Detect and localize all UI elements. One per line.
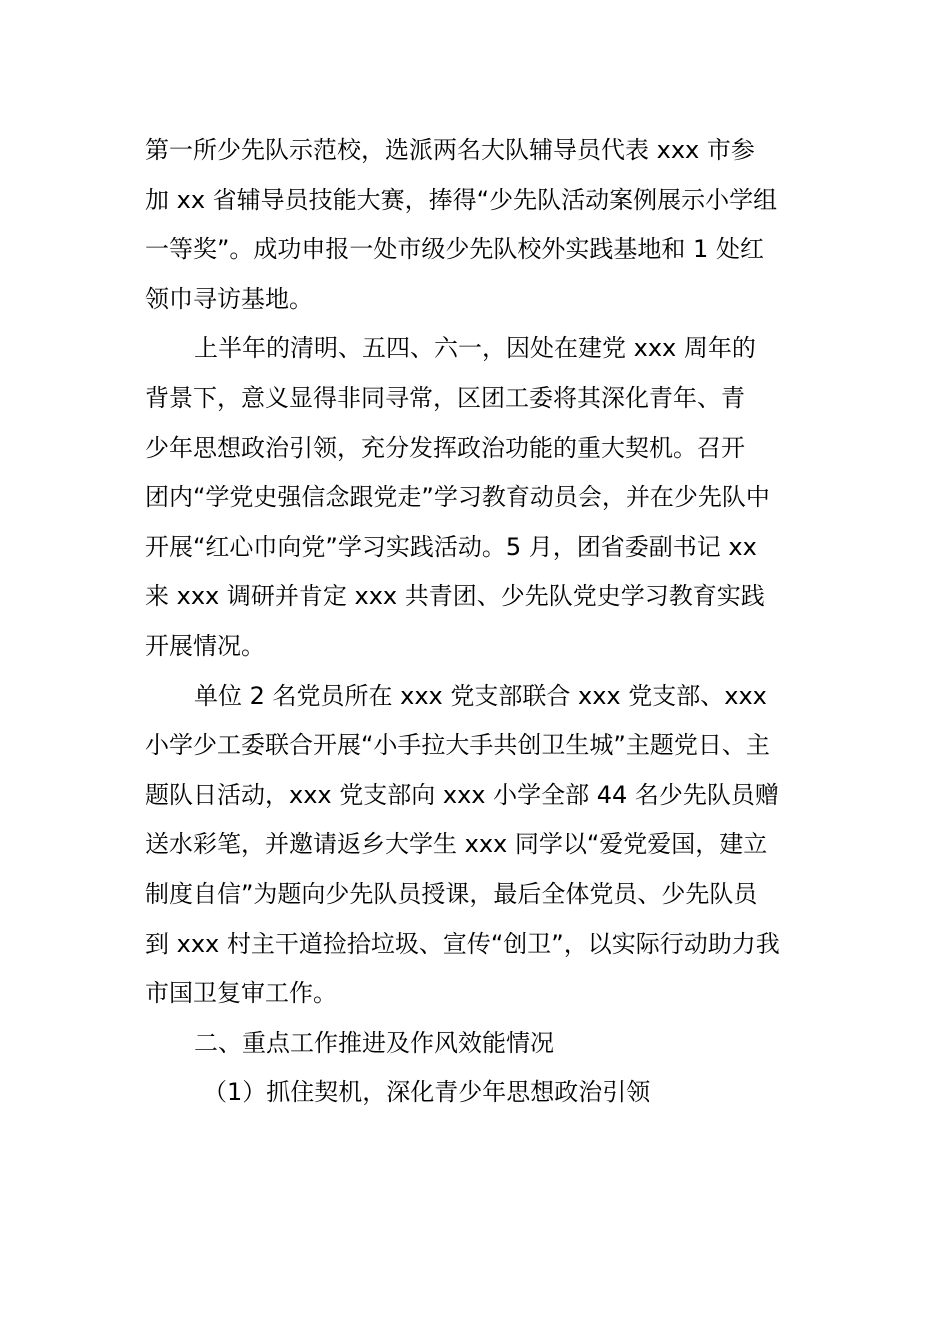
paragraph-line: 来 xxx 调研并肯定 xxx 共青团、少先队党史学习教育实践 bbox=[145, 582, 765, 611]
document-body bbox=[145, 126, 810, 1118]
section-heading: 二、重点工作推进及作风效能情况 bbox=[194, 1028, 554, 1057]
paragraph-line: 团内“学党史强信念跟党走”学习教育动员会，并在少先队中 bbox=[145, 483, 770, 512]
paragraph-line: 送水彩笔，并邀请返乡大学生 xxx 同学以“爱党爱国，建立 bbox=[145, 830, 768, 859]
paragraph-line: 一等奖”。成功申报一处市级少先队校外实践基地和 1 处红 bbox=[145, 235, 764, 264]
subsection-heading: （1）抓住契机，深化青少年思想政治引领 bbox=[203, 1078, 651, 1107]
paragraph-line: 制度自信”为题向少先队员授课，最后全体党员、少先队员 bbox=[145, 879, 758, 908]
paragraph-line: 开展“红心巾向党”学习实践活动。5 月，团省委副书记 xx bbox=[145, 532, 757, 561]
paragraph-line: 小学少工委联合开展“小手拉大手共创卫生城”主题党日、主 bbox=[145, 731, 770, 760]
paragraph-line: 市国卫复审工作。 bbox=[145, 979, 337, 1008]
paragraph-line: 领巾寻访基地。 bbox=[145, 284, 313, 313]
paragraph-line: 少年思想政治引领，充分发挥政治功能的重大契机。召开 bbox=[145, 433, 745, 462]
paragraph-line: 单位 2 名党员所在 xxx 党支部联合 xxx 党支部、xxx bbox=[194, 681, 767, 710]
paragraph-line: 上半年的清明、五四、六一，因处在建党 xxx 周年的 bbox=[194, 334, 756, 363]
paragraph-line: 第一所少先队示范校，选派两名大队辅导员代表 xxx 市参 bbox=[145, 136, 755, 164]
paragraph-line: 题队日活动，xxx 党支部向 xxx 小学全部 44 名少先队员赠 bbox=[145, 780, 779, 809]
paragraph-line: 背景下，意义显得非同寻常，区团工委将其深化青年、青 bbox=[145, 383, 745, 412]
paragraph-line: 开展情况。 bbox=[145, 631, 265, 660]
paragraph-line: 加 xx 省辅导员技能大赛，捧得“少先队活动案例展示小学组 bbox=[145, 185, 778, 214]
paragraph-line: 到 xxx 村主干道捡拾垃圾、宣传“创卫”，以实际行动助力我 bbox=[145, 929, 780, 958]
